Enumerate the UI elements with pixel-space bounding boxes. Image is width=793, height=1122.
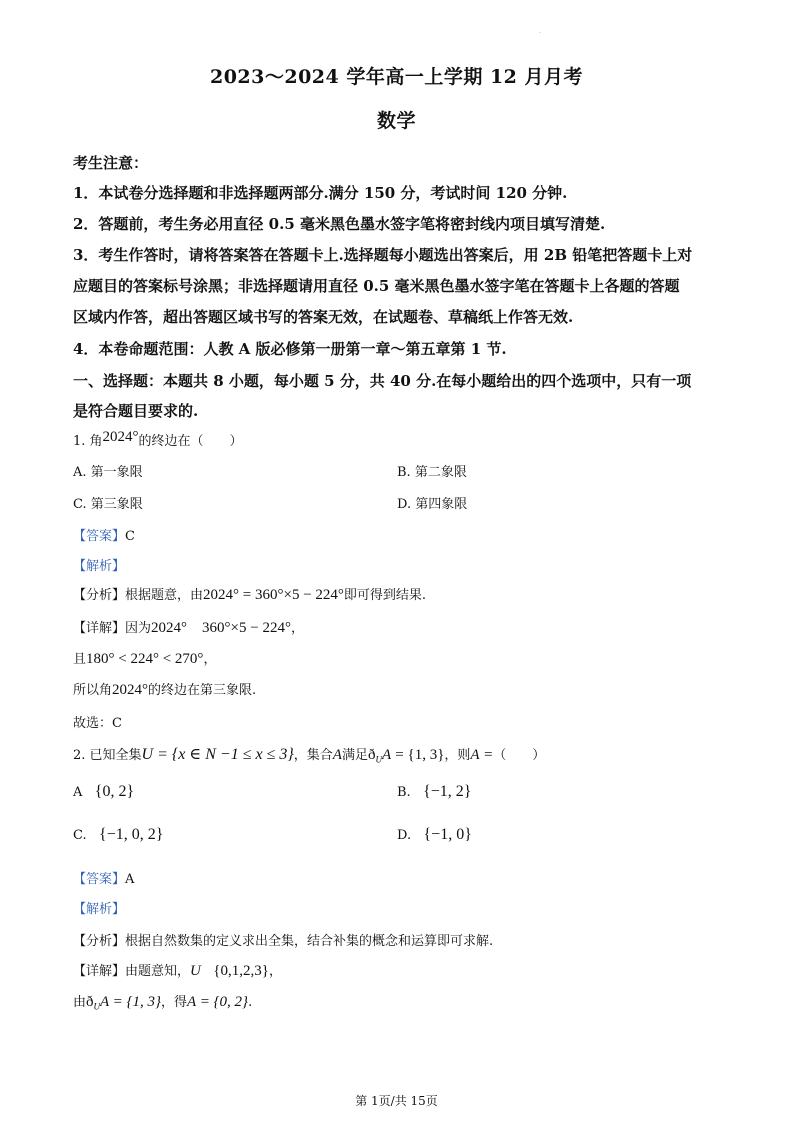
- q2-suffix: （ ）: [493, 748, 546, 763]
- q1-answer: [73, 525, 135, 544]
- scan-dot: ·: [539, 30, 541, 37]
- page-number: 第 1页/共 15页: [355, 1094, 438, 1108]
- q2-mid: ，集合: [293, 748, 333, 763]
- notice-item-3-cont: 应题目的答案标号涂黑；非选择题请用直径 0.5 毫米黑色墨水签字笔在答题卡上各题的答题: [73, 277, 680, 295]
- q1-line2-math: 180° < 224° < 270°: [86, 651, 204, 667]
- q2-comp-sub: U: [375, 754, 382, 765]
- section-heading: 一、选择题：本题共 8 小题，每小题 5 分，共 40 分.在每小题给出的四个选项中，只有一项: [73, 372, 692, 390]
- q2-option-a: [73, 783, 134, 801]
- q2-l2-a: A = {1, 3}: [100, 994, 162, 1010]
- q2-fenxi-text: 根据自然数集的定义求出全集，结合补集的概念和运算即可求解.: [125, 934, 494, 949]
- q1-detail: [73, 616, 304, 637]
- q1-line3-math: 2024°: [112, 682, 149, 698]
- q2-comp-a: A: [381, 747, 392, 763]
- q1-detail-pre: 因为: [125, 621, 152, 636]
- q1-option-c: C. 第三象限: [73, 497, 143, 512]
- q1-detail-line-3: [73, 679, 256, 699]
- q2-option-c-value: {−1, 0, 2}: [99, 826, 164, 843]
- q2-answer-value: A: [125, 872, 135, 887]
- subject-title: 数学: [376, 110, 416, 132]
- q2-detail-u: U: [190, 963, 201, 979]
- q1-prefix: 1. 角: [73, 434, 103, 449]
- q1-option-b: B. 第二象限: [397, 465, 467, 480]
- q2-l2-pre: 由: [73, 995, 87, 1010]
- question-1: [73, 430, 243, 450]
- q1-fenxi-math: 2024° = 360°×5 − 224°: [203, 587, 344, 603]
- notice-item-4: 4．本卷命题范围：人教 A 版必修第一册第一章～第五章第 1 节.: [73, 340, 507, 358]
- q2-option-c-label: C.: [73, 828, 87, 843]
- q2-detail-post: ，: [268, 964, 282, 979]
- q2-l2-post: .: [248, 995, 253, 1010]
- q2-option-d-value: {−1, 0}: [423, 826, 472, 843]
- q2-l2-res: A = {0, 2}: [187, 994, 249, 1010]
- notice-item-3: 3．考生作答时，请将答案答在答题卡上.选择题每小题选出答案后，用 2B 铅笔把答题卡上对: [73, 246, 693, 264]
- detail-tag: 【详解】: [73, 621, 126, 636]
- q2-detail: [73, 960, 282, 980]
- q2-l2-mid: ，得: [161, 995, 188, 1010]
- q2-detail-line-2: [73, 991, 252, 1012]
- q2-comp-eq: = {1, 3}: [395, 747, 445, 763]
- complement-symbol: ð: [367, 747, 376, 763]
- q1-line2-pre: 且: [73, 652, 87, 667]
- answer-tag: 【答案】: [73, 872, 126, 887]
- q2-option-d: [397, 826, 472, 844]
- q2-prefix: 2. 已知全集: [73, 748, 142, 763]
- q2-analysis-tag: 【解析】: [73, 902, 126, 917]
- notice-heading: 考生注意：: [73, 154, 149, 172]
- q2-universal-set: U = {x ∈ N −1 ≤ x ≤ 3}: [141, 746, 294, 763]
- q1-detail-math: 2024° 360°×5 − 224°: [151, 620, 291, 636]
- detail-tag: 【详解】: [73, 964, 126, 979]
- notice-item-3-cont2: 区域内作答，超出答题区域书写的答案无效，在试题卷、草稿纸上作答无效.: [73, 308, 574, 326]
- q1-line2-post: ，: [203, 652, 217, 667]
- q2-option-b-value: {−1, 2}: [423, 783, 472, 800]
- q2-option-b: [397, 783, 471, 801]
- q1-fenxi-pre: 根据题意，由: [125, 588, 204, 603]
- q2-suffix-eq: A =: [470, 747, 494, 763]
- q2-l2-sub: U: [93, 1001, 101, 1012]
- question-2: [73, 744, 545, 765]
- q1-detail-post: ，: [290, 621, 304, 636]
- q2-detail-set: {0,1,2,3}: [213, 963, 269, 979]
- q2-option-a-label: A: [73, 785, 83, 800]
- q2-option-a-value: {0, 2}: [94, 783, 135, 800]
- answer-tag: 【答案】: [73, 529, 126, 544]
- q1-option-d: D. 第四象限: [397, 497, 468, 512]
- q2-fenxi: [73, 930, 493, 949]
- q1-line3-pre: 所以角: [73, 683, 113, 698]
- q1-choose: 故选：C: [73, 716, 122, 731]
- q2-answer: [73, 868, 134, 887]
- q1-fenxi: [73, 584, 426, 604]
- q2-option-d-label: D.: [397, 828, 412, 843]
- q1-fenxi-post: 即可得到结果.: [343, 588, 427, 603]
- q1-detail-line-2: [73, 648, 216, 668]
- notice-item-2: 2．答题前，考生务必用直径 0.5 毫米黑色墨水签字笔将密封线内项目填写清楚.: [73, 215, 606, 233]
- q2-detail-pre: 由题意知，: [125, 964, 191, 979]
- q1-answer-value: C: [125, 529, 135, 544]
- exam-title: 2023～2024 学年高一上学期 12 月月考: [209, 66, 584, 88]
- q1-suffix: 的终边在（ ）: [138, 434, 243, 449]
- notice-item-1: 1．本试卷分选择题和非选择题两部分.满分 150 分，考试时间 120 分钟.: [73, 184, 568, 202]
- section-heading-cont: 是符合题目要求的.: [73, 402, 199, 420]
- complement-symbol: ð: [86, 994, 94, 1010]
- q2-mid2: 满足: [341, 748, 368, 763]
- q1-option-a: A. 第一象限: [73, 465, 143, 480]
- q2-option-b-label: B.: [397, 785, 411, 800]
- q2-suffix-pre: ，则: [444, 748, 471, 763]
- q1-angle: 2024°: [102, 429, 139, 445]
- q2-option-c: [73, 826, 163, 844]
- q1-line3-post: 的终边在第三象限.: [148, 683, 257, 698]
- fenxi-tag: 【分析】: [73, 934, 126, 949]
- fenxi-tag: 【分析】: [73, 588, 126, 603]
- q2-var-a: A: [332, 747, 342, 763]
- q1-analysis-tag: 【解析】: [73, 559, 126, 574]
